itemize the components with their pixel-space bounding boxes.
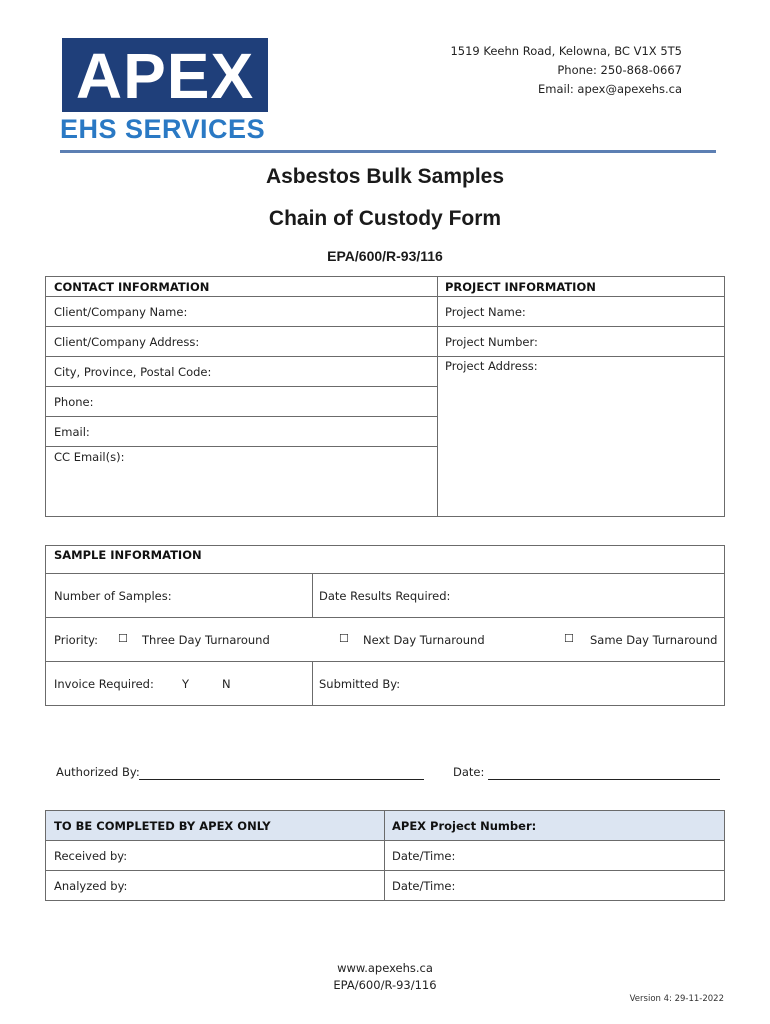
analyzed-datetime-field[interactable]: Date/Time: [392,879,456,893]
row-line [45,573,725,574]
three-day-checkbox[interactable]: ☐ [118,632,128,645]
date-results-field[interactable]: Date Results Required: [319,589,451,603]
invoice-label: Invoice Required: [54,677,154,691]
next-day-label: Next Day Turnaround [363,633,485,647]
received-datetime-field[interactable]: Date/Time: [392,849,456,863]
row-line [45,296,725,297]
form-method: EPA/600/R-93/116 [327,248,443,264]
footer-website[interactable]: www.apexehs.ca [337,961,433,975]
phone-field[interactable]: Phone: [54,395,94,409]
cc-email-field[interactable]: CC Email(s): [54,450,125,464]
authorized-by-line[interactable] [139,779,424,780]
apex-logo [58,36,272,152]
form-title-line2: Chain of Custody Form [268,207,502,230]
col-line [384,810,385,901]
priority-label: Priority: [54,633,98,647]
contact-heading: CONTACT INFORMATION [54,280,210,294]
date-label: Date: [453,765,485,779]
row-line [45,326,725,327]
footer-method: EPA/600/R-93/116 [333,978,437,992]
email-field[interactable]: Email: [54,425,90,439]
row-line [45,840,725,841]
next-day-checkbox[interactable]: ☐ [339,632,349,645]
project-number-field[interactable]: Project Number: [445,335,538,349]
company-email: Email: apex@apexehs.ca [537,82,682,96]
row-line [45,386,438,387]
company-address-field[interactable]: Client/Company Address: [54,335,200,349]
invoice-no-option[interactable]: N [222,677,231,691]
row-line [45,617,725,618]
col-line [312,573,313,617]
invoice-yes-option[interactable]: Y [182,677,190,691]
row-line [45,446,438,447]
company-phone: Phone: 250-868-0667 [557,63,682,77]
project-name-field[interactable]: Project Name: [445,305,526,319]
sample-heading: SAMPLE INFORMATION [54,548,202,562]
project-heading: PROJECT INFORMATION [445,280,596,294]
project-address-field[interactable]: Project Address: [445,359,538,373]
row-line [45,416,438,417]
version-label: Version 4: 29-11-2022 [629,994,724,1004]
header-divider [60,150,716,153]
submitted-by-field[interactable]: Submitted By: [319,677,401,691]
table-divider [437,276,438,517]
form-title-line1: Asbestos Bulk Samples [265,165,505,188]
date-line[interactable] [488,779,720,780]
received-by-field[interactable]: Received by: [54,849,128,863]
col-line [312,661,313,706]
row-line [45,870,725,871]
company-address: 1519 Keehn Road, Kelowna, BC V1X 5T5 [450,44,682,58]
three-day-label: Three Day Turnaround [142,633,270,647]
num-samples-field[interactable]: Number of Samples: [54,589,172,603]
same-day-checkbox[interactable]: ☐ [564,632,574,645]
apex-only-heading: TO BE COMPLETED BY APEX ONLY [54,819,271,833]
company-name-field[interactable]: Client/Company Name: [54,305,188,319]
row-line [45,661,725,662]
logo-apex-text: APEX [75,40,255,112]
logo-ehs-text: EHS SERVICES [60,114,266,144]
analyzed-by-field[interactable]: Analyzed by: [54,879,128,893]
apex-project-number-field[interactable]: APEX Project Number: [392,819,537,833]
authorized-by-label: Authorized By: [56,765,140,779]
row-line [45,356,725,357]
city-field[interactable]: City, Province, Postal Code: [54,365,212,379]
same-day-label: Same Day Turnaround [590,633,718,647]
